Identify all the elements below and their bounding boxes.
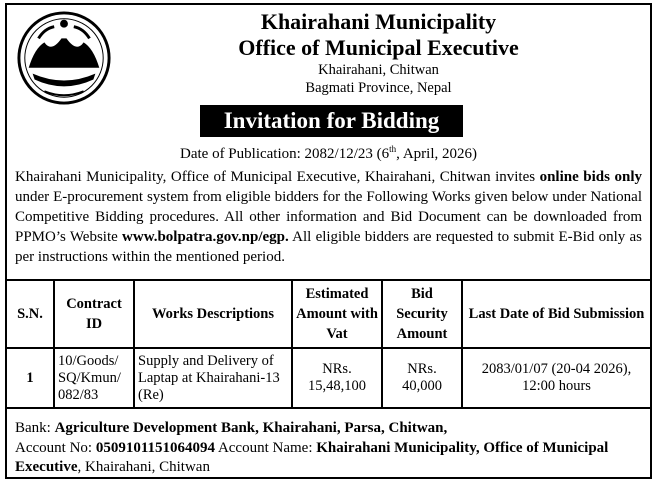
- intro-paragraph: [15, 167, 642, 267]
- issuer-header: [117, 9, 640, 97]
- header-contract-id: Contract ID: [54, 280, 134, 348]
- address-line-2: Bagmati Province, Nepal: [305, 80, 452, 96]
- header-last-date: Last Date of Bid Submission: [462, 280, 651, 348]
- address-line-1: Khairahani, Chitwan: [318, 62, 439, 78]
- cell-estimated-amount: NRs. 15,48,100: [292, 348, 382, 408]
- intro-online-bids: online bids only: [539, 169, 642, 185]
- cell-last-date: 2083/01/07 (20-04 2026), 12:00 hours: [462, 348, 651, 408]
- header-sn: S.N.: [6, 280, 54, 348]
- bank-label: Bank:: [15, 420, 55, 436]
- account-number: 0509101151064094: [95, 439, 216, 456]
- header-bid-security: Bid Security Amount: [382, 280, 462, 348]
- cell-works-description: Supply and Delivery of Laptap at Khairahani-13 (Re): [134, 348, 292, 408]
- account-name-suffix: , Khairahani, Chitwan: [77, 459, 210, 475]
- notice-title: Invitation for Bidding: [200, 105, 463, 137]
- publication-date-sup: th: [389, 144, 397, 154]
- bid-notice: [5, 3, 652, 479]
- intro-text-2: under E-procurement system from eligible bidders for the Following Works given below under National Competitive Bidding procedures. All other information and Bid Document can be downloaded from PPMO’s Website: [15, 189, 642, 245]
- account-name: Khairahani Municipality, Office of Municipal Executive: [15, 439, 609, 475]
- header-estimated-amount: Estimated Amount with Vat: [292, 280, 382, 348]
- publication-date: [7, 145, 650, 163]
- bank-details: [15, 419, 642, 478]
- table-row: [6, 348, 651, 408]
- office-name: Office of Municipal Executive: [238, 35, 519, 60]
- account-no-label: Account No:: [15, 439, 96, 456]
- nepal-government-emblem-icon: [15, 9, 113, 107]
- table-header-row: [6, 280, 651, 348]
- cell-contract-id: 10/Goods/ SQ/Kmun/ 082/83: [54, 348, 134, 408]
- intro-text-1: Khairahani Municipality, Office of Municipal Executive, Khairahani, Chitwan invites: [15, 169, 540, 185]
- header-works-description: Works Descriptions: [134, 280, 292, 348]
- cell-sn: 1: [6, 348, 54, 408]
- publication-date-suffix: , April, 2026): [396, 146, 477, 162]
- ppmo-website-link[interactable]: www.bolpatra.gov.np/egp.: [122, 229, 289, 245]
- account-name-label: Account Name:: [215, 439, 317, 456]
- bid-table: [5, 279, 652, 409]
- cell-bid-security: NRs. 40,000: [382, 348, 462, 408]
- bank-name: Agriculture Development Bank, Khairahani, Parsa, Chitwan,: [54, 420, 448, 436]
- municipality-name: Khairahani Municipality: [260, 9, 497, 34]
- publication-date-prefix: Date of Publication: 2082/12/23 (6: [180, 146, 390, 162]
- intro-text-3: All eligible bidders are requested to submit E-Bid only as per instructions within the mentioned period.: [15, 229, 642, 265]
